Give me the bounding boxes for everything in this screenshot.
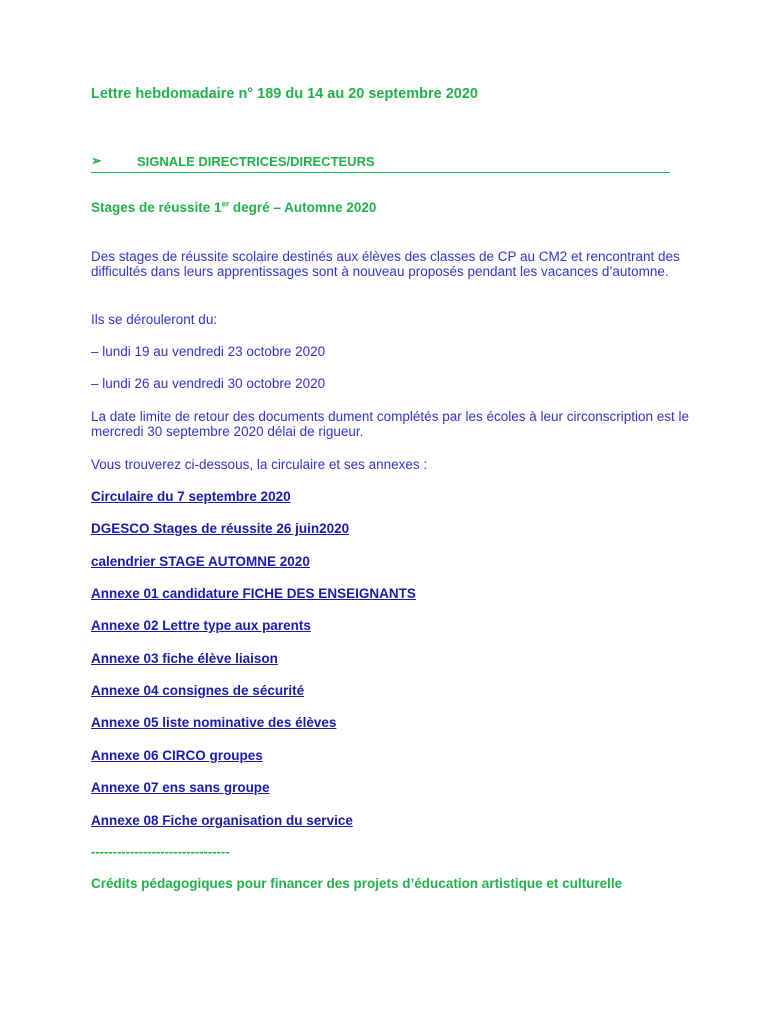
paragraph-deadline: La date limite de retour des documents dument complétés par les écoles à leur circonscription est le mercredi 30 septembre 2020 délai de rigueur. [91,409,690,439]
newsletter-title: Lettre hebdomadaire n° 189 du 14 au 20 septembre 2020 [91,86,478,102]
paragraph-dates-intro: Ils se dérouleront du: [91,312,218,327]
link-annexe-01[interactable]: Annexe 01 candidature FICHE DES ENSEIGNANTS [91,586,416,601]
link-circulaire[interactable]: Circulaire du 7 septembre 2020 [91,489,291,504]
arrow-bullet-icon: ➢ [91,153,102,168]
link-annexe-03[interactable]: Annexe 03 fiche élève liaison [91,651,278,666]
next-section-heading: Crédits pédagogiques pour financer des projets d’éducation artistique et culturelle [91,876,623,891]
paragraph-date-1: – lundi 19 au vendredi 23 octobre 2020 [91,344,326,359]
link-calendrier[interactable]: calendrier STAGE AUTOMNE 2020 [91,554,310,569]
paragraph-annexes-intro: Vous trouverez ci-dessous, la circulaire et ses annexes : [91,457,428,472]
subtitle-prefix: Stages de réussite 1 [91,200,222,215]
subtitle-superscript: er [221,199,230,209]
separator-dashes: -------------------------------- [91,844,230,859]
subtitle-suffix: degré – Automne 2020 [229,200,377,215]
subtitle [91,200,376,215]
paragraph-date-2: – lundi 26 au vendredi 30 octobre 2020 [91,376,326,391]
link-dgesco[interactable]: DGESCO Stages de réussite 26 juin2020 [91,521,350,536]
link-annexe-07[interactable]: Annexe 07 ens sans groupe [91,780,270,795]
link-annexe-02[interactable]: Annexe 02 Lettre type aux parents [91,618,311,633]
section-divider [91,172,670,173]
link-annexe-08[interactable]: Annexe 08 Fiche organisation du service [91,813,353,828]
link-annexe-05[interactable]: Annexe 05 liste nominative des élèves [91,715,337,730]
link-annexe-04[interactable]: Annexe 04 consignes de sécurité [91,683,305,698]
paragraph-intro: Des stages de réussite scolaire destinés aux élèves des classes de CP au CM2 et rencontrant des difficultés dans leurs apprentissages sont à nouveau proposés pendant les vacances d’automne. [91,249,680,279]
link-annexe-06[interactable]: Annexe 06 CIRCO groupes [91,748,263,763]
section-heading: SIGNALE DIRECTRICES/DIRECTEURS [137,154,375,169]
